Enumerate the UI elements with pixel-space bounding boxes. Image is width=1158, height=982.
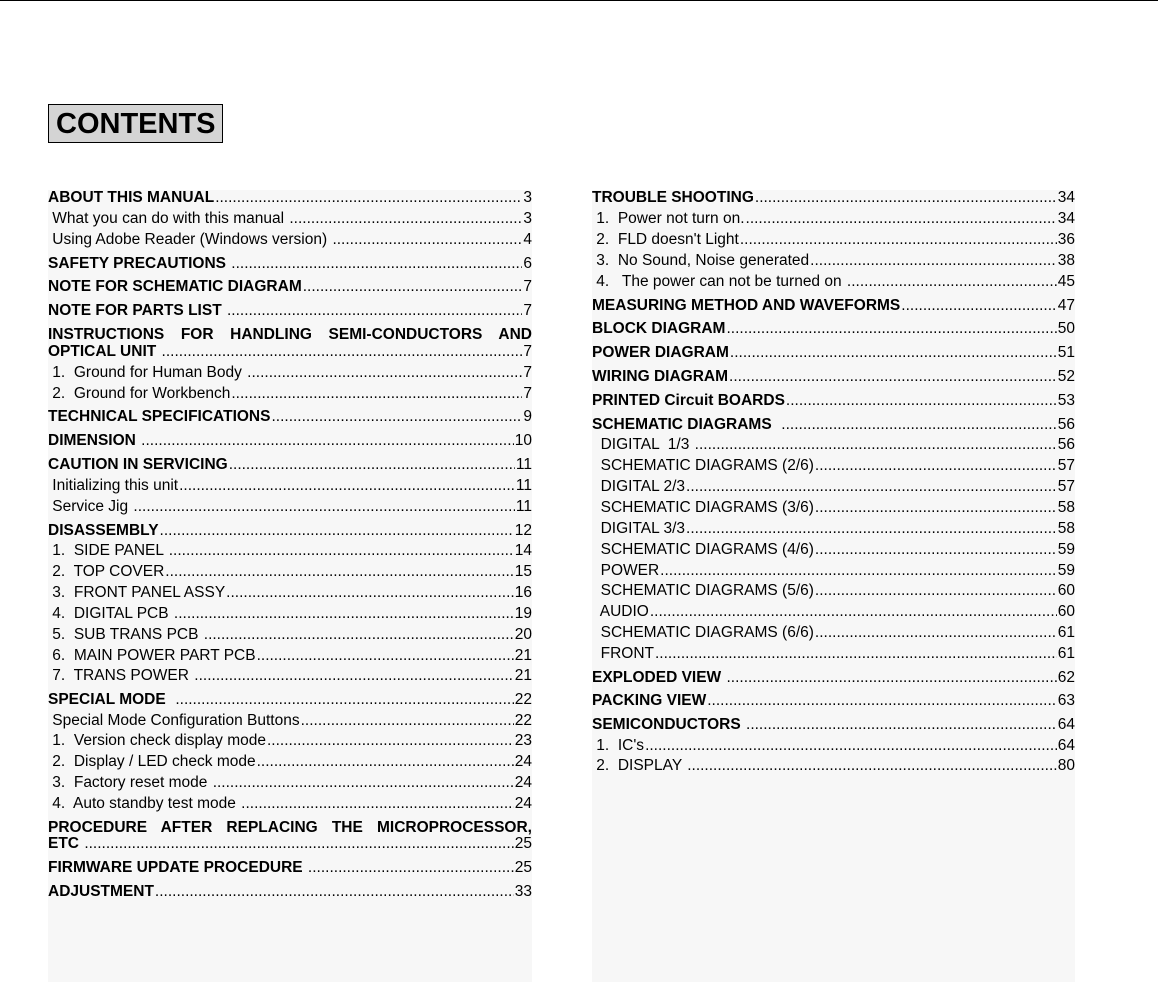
dot-leader — [645, 736, 1057, 756]
toc-entry-page: 80 — [1057, 757, 1075, 774]
toc-entry-page: 34 — [1057, 189, 1075, 206]
toc-entry[interactable] — [592, 498, 1075, 518]
toc-entry[interactable] — [592, 519, 1075, 539]
toc-entry-page: 4 — [523, 231, 532, 248]
dot-leader — [847, 272, 1057, 292]
dot-leader — [810, 251, 1057, 271]
toc-entry[interactable] — [48, 690, 532, 710]
toc-entry[interactable] — [592, 756, 1075, 776]
toc-entry-page: 12 — [514, 522, 532, 539]
toc-entry[interactable] — [592, 644, 1075, 664]
dot-leader — [730, 343, 1057, 363]
dot-leader — [271, 407, 522, 427]
toc-entry-page: 7 — [523, 364, 532, 381]
toc-entry-page: 19 — [514, 605, 532, 622]
toc-entry-label: BLOCK DIAGRAM — [592, 320, 726, 337]
toc-entry-label: TECHNICAL SPECIFICATIONS — [48, 408, 271, 425]
dot-leader — [231, 254, 522, 274]
toc-entry[interactable] — [48, 858, 532, 878]
dot-leader — [746, 209, 1057, 229]
toc-entry-label: OPTICAL UNIT — [48, 343, 161, 360]
toc-entry-label: DISASSEMBLY — [48, 522, 159, 539]
toc-entry[interactable] — [48, 646, 532, 666]
toc-entry-label: FIRMWARE UPDATE PROCEDURE — [48, 859, 307, 876]
toc-entry-page: 58 — [1057, 520, 1075, 537]
toc-entry-page: 9 — [523, 408, 532, 425]
toc-entry-label: AUDIO — [592, 603, 649, 620]
dot-leader — [155, 882, 514, 902]
toc-entry[interactable] — [592, 272, 1075, 292]
toc-entry[interactable] — [592, 602, 1075, 622]
toc-entry-label: CAUTION IN SERVICING — [48, 456, 228, 473]
toc-entry-label: SCHEMATIC DIAGRAMS (3/6) — [592, 499, 814, 516]
dot-leader — [660, 561, 1057, 581]
toc-entry[interactable] — [48, 407, 532, 427]
toc-entry-label: SCHEMATIC DIAGRAMS (6/6) — [592, 624, 814, 641]
dot-leader — [174, 604, 514, 624]
toc-entry-label: Special Mode Configuration Buttons — [48, 712, 300, 729]
toc-entry[interactable] — [48, 521, 532, 541]
toc-entry[interactable] — [48, 604, 532, 624]
toc-entry-label: SCHEMATIC DIAGRAMS (2/6) — [592, 457, 814, 474]
toc-entry-label: EXPLODED VIEW — [592, 669, 726, 686]
toc-entry-label: 2. Display / LED check mode — [48, 753, 256, 770]
dot-leader — [175, 690, 513, 710]
toc-entry[interactable] — [592, 188, 1075, 208]
toc-entry-label: 6. MAIN POWER PART PCB — [48, 647, 256, 664]
toc-entry-page: 7 — [523, 385, 532, 402]
dot-leader — [213, 773, 514, 793]
dot-leader — [257, 646, 514, 666]
toc-entry-label: TROUBLE SHOOTING — [592, 189, 754, 206]
toc-entry-page: 60 — [1057, 603, 1075, 620]
dot-leader — [179, 476, 515, 496]
toc-entry-page: 53 — [1057, 392, 1075, 409]
toc-entry[interactable] — [48, 562, 532, 582]
toc-entry[interactable] — [48, 476, 532, 496]
toc-entry-page: 24 — [514, 753, 532, 770]
toc-entry-page: 25 — [514, 859, 532, 876]
toc-entry-label: SCHEMATIC DIAGRAMS — [592, 416, 781, 433]
toc-entry-page: 24 — [514, 774, 532, 791]
toc-entry[interactable] — [592, 435, 1075, 455]
toc-entry-page: 20 — [514, 626, 532, 643]
toc-entry-page: 47 — [1057, 297, 1075, 314]
toc-entry-label: INSTRUCTIONS FOR HANDLING SEMI-CONDUCTORS AND — [48, 326, 532, 343]
toc-entry[interactable] — [592, 561, 1075, 581]
toc-entry[interactable] — [48, 752, 532, 772]
toc-entry-label: SCHEMATIC DIAGRAMS (5/6) — [592, 582, 814, 599]
toc-entry-label: ABOUT THIS MANUAL — [48, 189, 215, 206]
dot-leader — [227, 301, 522, 321]
toc-entry-label: 1. Power not turn on. — [592, 210, 745, 227]
toc-entry-label: Initializing this unit — [48, 477, 179, 494]
toc-entry[interactable] — [48, 363, 532, 383]
dot-leader — [707, 691, 1057, 711]
toc-entry-page: 56 — [1057, 436, 1075, 453]
toc-entry-page: 59 — [1057, 562, 1075, 579]
toc-entry-page: 16 — [514, 584, 532, 601]
toc-entry-page: 33 — [514, 883, 532, 900]
toc-entry[interactable] — [592, 715, 1075, 735]
toc-left-column — [48, 190, 532, 982]
dot-leader — [729, 367, 1057, 387]
toc-entry-page: 21 — [514, 647, 532, 664]
toc-entry[interactable] — [48, 188, 532, 208]
dot-leader — [815, 581, 1057, 601]
toc-entry-page: 63 — [1057, 692, 1075, 709]
toc-entry-label: Using Adobe Reader (Windows version) — [48, 231, 332, 248]
contents-title: CONTENTS — [48, 104, 223, 143]
toc-entry-page: 61 — [1057, 624, 1075, 641]
toc-entry-page: 64 — [1057, 737, 1075, 754]
dot-leader — [650, 602, 1057, 622]
toc-entry-page: 64 — [1057, 716, 1075, 733]
dot-leader — [247, 363, 522, 383]
dot-leader — [229, 455, 515, 475]
toc-entry-page: 51 — [1057, 344, 1075, 361]
dot-leader — [165, 562, 513, 582]
dot-leader — [786, 391, 1057, 411]
toc-entry[interactable] — [48, 497, 532, 517]
toc-entry-page: 34 — [1057, 210, 1075, 227]
toc-entry-label: 1. Version check display mode — [48, 732, 266, 749]
toc-entry-page: 14 — [514, 542, 532, 559]
dot-leader — [160, 521, 514, 541]
dot-leader — [84, 834, 513, 854]
toc-entry-label: What you can do with this manual — [48, 210, 289, 227]
toc-entry-label: POWER DIAGRAM — [592, 344, 729, 361]
dot-leader — [726, 319, 1056, 339]
dot-leader — [231, 384, 522, 404]
toc-entry[interactable] — [48, 254, 532, 274]
dot-leader — [308, 858, 514, 878]
dot-leader — [141, 431, 514, 451]
toc-entry-label: SEMICONDUCTORS — [592, 716, 746, 733]
toc-entry-label: 4. The power can not be turned on — [592, 273, 846, 290]
toc-entry[interactable] — [48, 209, 532, 229]
toc-entry-page: 36 — [1057, 231, 1075, 248]
dot-leader — [303, 277, 523, 297]
dot-leader — [267, 731, 514, 751]
toc-entry-label: NOTE FOR SCHEMATIC DIAGRAM — [48, 278, 302, 295]
dot-leader — [686, 519, 1057, 539]
toc-entry[interactable] — [48, 342, 532, 362]
toc-entry-page: 3 — [523, 210, 532, 227]
toc-entry-label: WIRING DIAGRAM — [592, 368, 729, 385]
toc-entry[interactable] — [592, 319, 1075, 339]
toc-entry[interactable] — [592, 415, 1075, 435]
dot-leader — [815, 623, 1057, 643]
toc-entry[interactable] — [48, 666, 532, 686]
toc-entry-label: PRINTED Circuit BOARDS — [592, 392, 785, 409]
toc-entry-page: 57 — [1057, 457, 1075, 474]
toc-entry-label: 2. TOP COVER — [48, 563, 165, 580]
dot-leader — [215, 188, 522, 208]
toc-entry-page: 11 — [515, 498, 532, 515]
toc-right-column — [592, 190, 1075, 982]
dot-leader — [226, 583, 514, 603]
toc-entry[interactable] — [592, 540, 1075, 560]
toc-entry[interactable] — [592, 456, 1075, 476]
toc-entry-page: 21 — [514, 667, 532, 684]
toc-entry-page: 38 — [1057, 252, 1075, 269]
toc-entry-page: 22 — [514, 712, 532, 729]
toc-entry-page: 7 — [523, 302, 532, 319]
toc-entry-label: 2. DISPLAY — [592, 757, 687, 774]
dot-leader — [687, 756, 1057, 776]
dot-leader — [695, 435, 1057, 455]
toc-entry-label: SAFETY PRECAUTIONS — [48, 255, 231, 272]
toc-entry[interactable] — [592, 736, 1075, 756]
toc-entry-label: 1. Ground for Human Body — [48, 364, 247, 381]
toc-entry-page: 50 — [1057, 320, 1075, 337]
toc-entry[interactable] — [592, 296, 1075, 316]
toc-entry-page: 60 — [1057, 582, 1075, 599]
toc-entry[interactable] — [48, 711, 532, 731]
toc-entry-page: 62 — [1057, 669, 1075, 686]
toc-entry-page: 11 — [515, 477, 532, 494]
toc-entry[interactable] — [592, 391, 1075, 411]
toc-entry-label: 3. No Sound, Noise generated — [592, 252, 810, 269]
toc-entry[interactable] — [592, 581, 1075, 601]
toc-entry-label: SCHEMATIC DIAGRAMS (4/6) — [592, 541, 814, 558]
toc-entry-page: 61 — [1057, 645, 1075, 662]
toc-entry-label: 1. SIDE PANEL — [48, 542, 168, 559]
toc-entry-page: 6 — [523, 255, 532, 272]
dot-leader — [815, 456, 1057, 476]
dot-leader — [740, 230, 1057, 250]
toc-entry[interactable] — [48, 834, 532, 854]
toc-entry[interactable] — [592, 251, 1075, 271]
toc-entry[interactable] — [592, 691, 1075, 711]
dot-leader — [755, 188, 1057, 208]
toc-entry[interactable] — [48, 384, 532, 404]
toc-entry-page: 56 — [1057, 416, 1075, 433]
toc-entry[interactable] — [48, 301, 532, 321]
toc-entry-page: 25 — [514, 835, 532, 852]
toc-entry[interactable] — [592, 367, 1075, 387]
toc-entry-label: ETC — [48, 835, 84, 852]
toc-entry-page: 3 — [523, 189, 532, 206]
toc-entry-page: 15 — [514, 563, 532, 580]
toc-entry-label: POWER — [592, 562, 660, 579]
toc-entry-label: 4. Auto standby test mode — [48, 795, 241, 812]
dot-leader — [901, 296, 1056, 316]
toc-entry-label: PACKING VIEW — [592, 692, 707, 709]
toc-entry[interactable] — [592, 623, 1075, 643]
toc-entry[interactable] — [48, 794, 532, 814]
toc-entry-label: MEASURING METHOD AND WAVEFORMS — [592, 297, 901, 314]
toc-entry[interactable] — [48, 455, 532, 475]
dot-leader — [686, 477, 1057, 497]
toc-entry[interactable] — [48, 431, 532, 451]
dot-leader — [257, 752, 514, 772]
toc-entry[interactable] — [592, 668, 1075, 688]
toc-entry-label: DIGITAL 3/3 — [592, 520, 686, 537]
toc-entry-label: 5. SUB TRANS PCB — [48, 626, 203, 643]
toc-entry[interactable] — [48, 773, 532, 793]
toc-entry[interactable] — [592, 477, 1075, 497]
toc-entry-page: 45 — [1057, 273, 1075, 290]
toc-entry-label: FRONT — [592, 645, 654, 662]
toc-entry-page: 52 — [1057, 368, 1075, 385]
toc-entry[interactable] — [48, 277, 532, 297]
toc-entry-label: DIGITAL 2/3 — [592, 478, 686, 495]
dot-leader — [781, 415, 1056, 435]
toc-entry-label: NOTE FOR PARTS LIST — [48, 302, 226, 319]
dot-leader — [301, 711, 514, 731]
toc-entry-page: 58 — [1057, 499, 1075, 516]
dot-leader — [655, 644, 1057, 664]
toc-entry-label: 4. DIGITAL PCB — [48, 605, 173, 622]
dot-leader — [727, 668, 1057, 688]
toc-entry-label: 3. Factory reset mode — [48, 774, 212, 791]
dot-leader — [204, 625, 514, 645]
toc-entry[interactable] — [48, 230, 532, 250]
toc-entry[interactable] — [592, 343, 1075, 363]
toc-entry-page: 7 — [523, 278, 532, 295]
toc-entry-page: 24 — [514, 795, 532, 812]
toc-entry-label: 1. IC's — [592, 737, 645, 754]
toc-entry-page: 11 — [515, 456, 532, 473]
toc-entry[interactable] — [592, 230, 1075, 250]
toc-entry-label: 2. Ground for Workbench — [48, 385, 231, 402]
toc-entry[interactable] — [48, 625, 532, 645]
dot-leader — [815, 540, 1057, 560]
top-rule — [0, 0, 1158, 1]
dot-leader — [332, 230, 522, 250]
toc-entry-label: DIMENSION — [48, 432, 141, 449]
dot-leader — [289, 209, 522, 229]
dot-leader — [241, 794, 514, 814]
dot-leader — [194, 666, 513, 686]
dot-leader — [169, 541, 514, 561]
toc-entry-label: DIGITAL 1/3 — [592, 436, 694, 453]
toc-entry-page: 22 — [514, 691, 532, 708]
toc-entry-page: 57 — [1057, 478, 1075, 495]
toc-entry-label: 3. FRONT PANEL ASSY — [48, 584, 226, 601]
dot-leader — [133, 497, 514, 517]
toc-entry-page: 10 — [514, 432, 532, 449]
toc-entry[interactable] — [48, 731, 532, 751]
toc-entry[interactable] — [48, 583, 532, 603]
toc-entry-label: 2. FLD doesn't Light — [592, 231, 739, 248]
toc-entry[interactable] — [48, 882, 532, 902]
toc-entry-label: SPECIAL MODE — [48, 691, 175, 708]
toc-entry-page: 59 — [1057, 541, 1075, 558]
dot-leader — [815, 498, 1057, 518]
toc-entry-label: 7. TRANS POWER — [48, 667, 194, 684]
dot-leader — [746, 715, 1057, 735]
toc-entry-label: Service Jig — [48, 498, 133, 515]
toc-entry-label: ADJUSTMENT — [48, 883, 154, 900]
dot-leader — [162, 342, 523, 362]
toc-entry-page: 7 — [523, 343, 532, 360]
toc-entry[interactable] — [592, 209, 1075, 229]
toc-entry[interactable] — [48, 541, 532, 561]
toc-entry-page: 23 — [514, 732, 532, 749]
toc-entry-label: PROCEDURE AFTER REPLACING THE MICROPROCESSOR, — [48, 819, 532, 836]
